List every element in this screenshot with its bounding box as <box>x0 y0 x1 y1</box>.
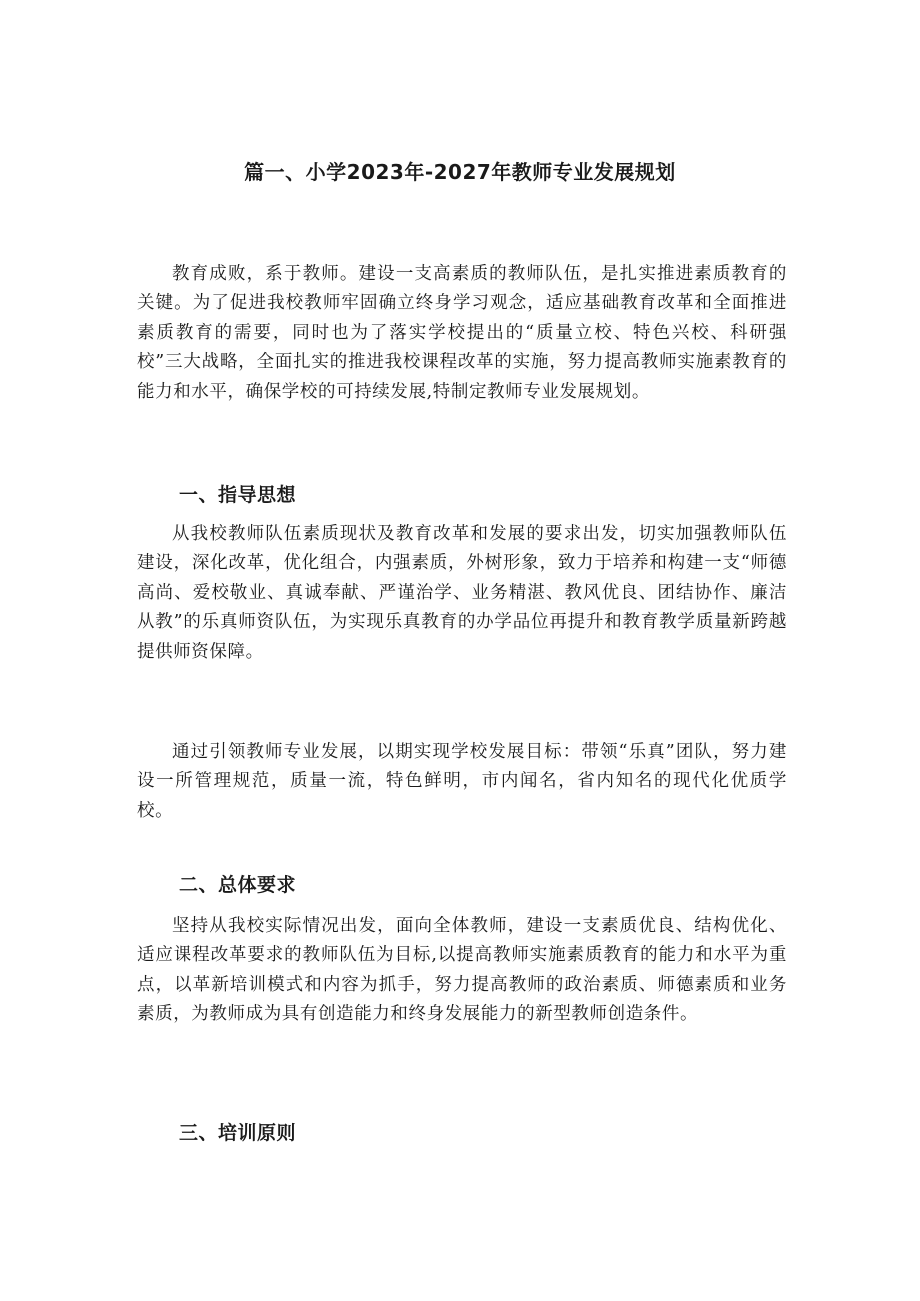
section-heading-guiding-ideology: 一、指导思想 <box>179 484 297 506</box>
guiding-ideology-paragraph-2: 通过引领教师专业发展，以期实现学校发展目标：带领“乐真”团队，努力建设一所管理规范，质量一流，特色鲜明，市内闻名，省内知名的现代化优质学校。 <box>137 742 787 821</box>
general-requirements-paragraph: 坚持从我校实际情况出发，面向全体教师，建设一支素质优良、结构优化、适应课程改革要求的教师队伍为目标,以提高教师实施素质教育的能力和水平为重点，以革新培训模式和内容为抓手，努力提高教师的政治素质、师德素质和业务素质，为教师成为具有创造能力和终身发展能力的新型教师创造条件。 <box>137 916 787 1025</box>
intro-paragraph: 教育成败，系于教师。建设一支高素质的教师队伍，是扎实推进素质教育的关键。为了促进我校教师牢固确立终身学习观念，适应基础教育改革和全面推进素质教育的需要，同时也为了落实学校提出的“质量立校、特色兴校、科研强校”三大战略，全面扎实的推进我校课程改革的实施，努力提高教师实施素教育的能力和水平，确保学校的可持续发展,特制定教师专业发展规划。 <box>137 264 787 402</box>
section-heading-general-requirements: 二、总体要求 <box>179 874 297 896</box>
document-title: 篇一、小学2023年-2027年教师专业发展规划 <box>244 160 676 184</box>
section-heading-training-principles: 三、培训原则 <box>179 1122 297 1144</box>
guiding-ideology-paragraph-1: 从我校教师队伍素质现状及教育改革和发展的要求出发，切实加强教师队伍建设，深化改革，优化组合，内强素质，外树形象，致力于培养和构建一支“师德高尚、爱校敬业、真诚奉献、严谨治学、业务精湛、教风优良、团结协作、廉洁从教”的乐真师资队伍，为实现乐真教育的办学品位再提升和教育教学质量新跨越提供师资保障。 <box>137 524 787 662</box>
